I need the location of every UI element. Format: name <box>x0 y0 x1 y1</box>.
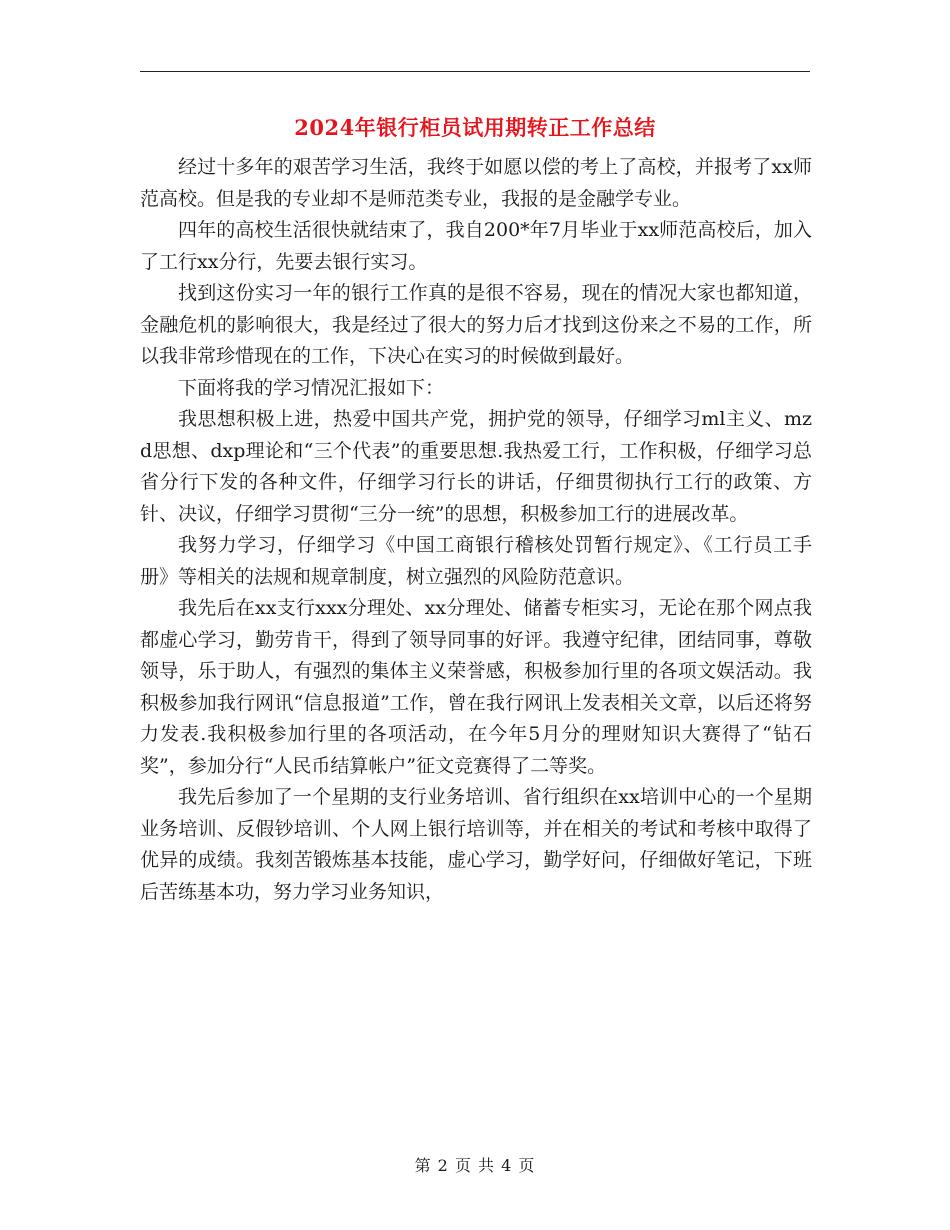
paragraph-5: 我思想积极上进，热爱中国共产党，拥护党的领导，仔细学习ml主义、mzd思想、dxp理论和“三个代表”的重要思想.我热爱工行，工作积极，仔细学习总省分行下发的各种文件，仔细学习行长的讲话，仔细贯彻执行工行的政策、方针、决议，仔细学习贯彻“三分一统”的思想，积极参加工行的进展改革。 <box>140 408 812 525</box>
document-body <box>140 152 812 908</box>
paragraph-3: 找到这份实习一年的银行工作真的是很不容易，现在的情况大家也都知道，金融危机的影响很大，我是经过了很大的努力后才找到这份来之不易的工作，所以我非常珍惜现在的工作，下决心在实习的时候做到最好。 <box>140 282 812 367</box>
paragraph-1: 经过十多年的艰苦学习生活，我终于如愿以偿的考上了高校，并报考了xx师范高校。但是我的专业却不是师范类专业，我报的是金融学专业。 <box>140 156 812 210</box>
paragraph-6: 我努力学习，仔细学习《中国工商银行稽核处罚暂行规定》、《工行员工手册》等相关的法规和规章制度，树立强烈的风险防范意识。 <box>140 534 812 588</box>
paragraph-7: 我先后在xx支行xxx分理处、xx分理处、储蓄专柜实习，无论在那个网点我都虚心学习，勤劳肯干，得到了领导同事的好评。我遵守纪律，团结同事，尊敬领导，乐于助人，有强烈的集体主义荣誉感，积极参加行里的各项文娱活动。我积极参加我行网讯“信息报道”工作，曾在我行网讯上发表相关文章，以后还将努力发表.我积极参加行里的各项活动，在今年5月分的理财知识大赛得了“钻石奖”，参加分行“人民币结算帐户”征文竞赛得了二等奖。 <box>140 597 812 777</box>
paragraph-8: 我先后参加了一个星期的支行业务培训、省行组织在xx培训中心的一个星期业务培训、反假钞培训、个人网上银行培训等，并在相关的考试和考核中取得了优异的成绩。我刻苦锻炼基本技能，虚心学习，勤学好问，仔细做好笔记，下班后苦练基本功，努力学习业务知识， <box>140 786 812 903</box>
document-title: 2024年银行柜员试用期转正工作总结 <box>294 115 656 140</box>
paragraph-4: 下面将我的学习情况汇报如下： <box>178 376 445 399</box>
header-rule <box>140 71 810 72</box>
page-number-footer: 第 2 页 共 4 页 <box>414 1156 536 1175</box>
paragraph-2: 四年的高校生活很快就结束了，我自200*年7月毕业于xx师范高校后，加入了工行xx分行，先要去银行实习。 <box>140 219 812 273</box>
